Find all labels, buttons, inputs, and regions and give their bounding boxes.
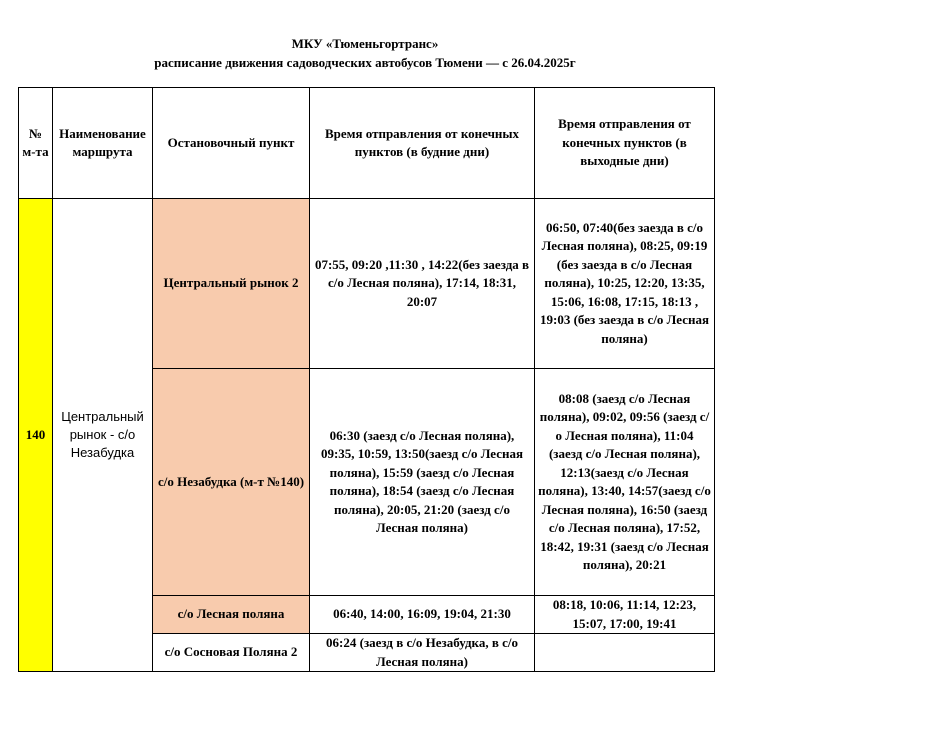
weekend-times-cell: 08:08 (заезд с/о Лесная поляна), 09:02, 09:56 (заезд с/о Лесная поляна), 11:04 (заезд с/о Лесная поляна), 12:13(заезд с/о Лесная поляна), 13:40, 14:57(заезд с/о Лесная поляна), 16:50 (заезд с/о Лесная поляна), 17:52, 18:42, 19:31 (заезд с/о Лесная поляна), 20:21 — [535, 369, 715, 596]
weekday-times-cell: 06:40, 14:00, 16:09, 19:04, 21:30 — [310, 596, 535, 634]
header-route-number: № м-та — [19, 88, 53, 199]
stop-name-cell: с/о Сосновая Поляна 2 — [153, 634, 310, 672]
weekend-times-cell: 08:18, 10:06, 11:14, 12:23, 15:07, 17:00, 19:41 — [535, 596, 715, 634]
document-title-block — [0, 34, 730, 72]
weekday-times-cell: 07:55, 09:20 ,11:30 , 14:22(без заезда в с/о Лесная поляна), 17:14, 18:31, 20:07 — [310, 199, 535, 369]
route-number-cell: 140 — [19, 199, 53, 672]
weekend-times-cell — [535, 634, 715, 672]
stop-name-cell: с/о Незабудка (м-т №140) — [153, 369, 310, 596]
stop-name-cell: Центральный рынок 2 — [153, 199, 310, 369]
header-route-name: Наименование маршрута — [53, 88, 153, 199]
schedule-subtitle: расписание движения садоводческих автобусов Тюмени — с 26.04.2025г — [154, 55, 576, 70]
table-row — [19, 199, 715, 369]
route-name-cell: Центральный рынок - с/о Незабудка — [53, 199, 153, 672]
stop-name-cell: с/о Лесная поляна — [153, 596, 310, 634]
schedule-table — [18, 87, 715, 672]
weekend-times-cell: 06:50, 07:40(без заезда в с/о Лесная поляна), 08:25, 09:19 (без заезда в с/о Лесная поляна), 10:25, 12:20, 13:35, 15:06, 16:08, 17:15, 18:13 , 19:03 (без заезда в с/о Лесная поляна) — [535, 199, 715, 369]
organization-title: МКУ «Тюменьгортранс» — [291, 36, 439, 51]
header-stop: Остановочный пункт — [153, 88, 310, 199]
header-weekday-times: Время отправления от конечных пунктов (в будние дни) — [310, 88, 535, 199]
weekday-times-cell: 06:30 (заезд с/о Лесная поляна), 09:35, 10:59, 13:50(заезд с/о Лесная поляна), 15:59 (заезд с/о Лесная поляна), 18:54 (заезд с/о Лесная поляна), 20:05, 21:20 (заезд с/о Лесная поляна) — [310, 369, 535, 596]
header-weekend-times: Время отправления от конечных пунктов (в выходные дни) — [535, 88, 715, 199]
weekday-times-cell: 06:24 (заезд в с/о Незабудка, в с/о Лесная поляна) — [310, 634, 535, 672]
header-row — [19, 88, 715, 199]
